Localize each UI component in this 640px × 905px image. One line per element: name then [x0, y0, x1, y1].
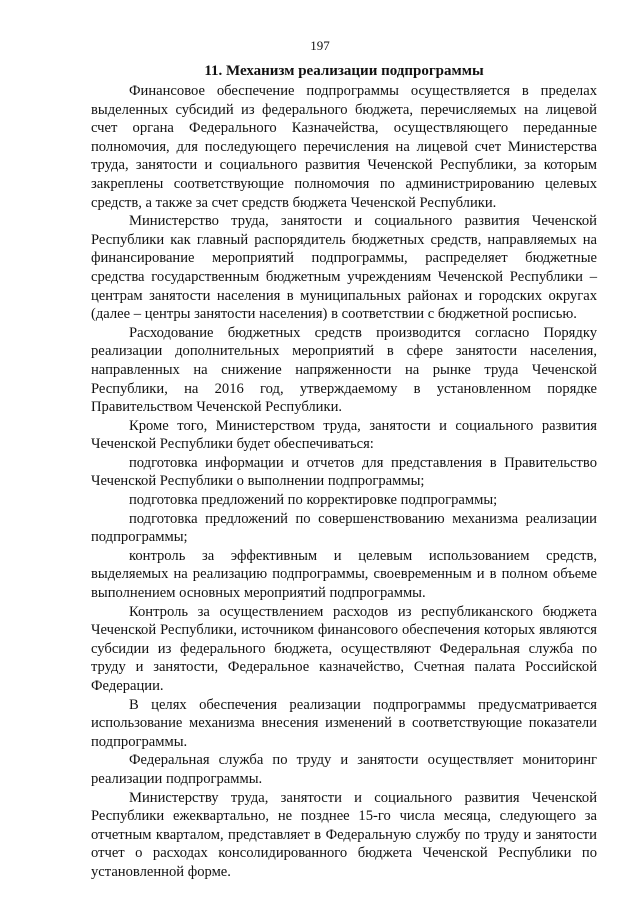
paragraph: Контроль за осуществлением расходов из республиканского бюджета Чеченской Республики, источником финансового обеспечения которых являются субсидии из федерального бюджета, осуществляют Федеральная служба по труду и занятости, Федеральное казначейство, Счетная палата Российской Федерации. — [91, 603, 597, 694]
list-item: подготовка информации и отчетов для представления в Правительство Чеченской Республики о выполнении подпрограммы; — [91, 454, 597, 490]
list-item: подготовка предложений по корректировке подпрограммы; — [129, 492, 498, 509]
paragraph: Министерству труда, занятости и социального развития Чеченской Республики ежеквартально, не позднее 15-го числа месяца, следующего за отчетным кварталом, представляет в Федеральную службу по труду и занятости отчет о расходах консолидированного бюджета Чеченской Республики по установленной форме. — [91, 789, 597, 880]
paragraph: Кроме того, Министерством труда, занятости и социального развития Чеченской Республики будет обеспечиваться: — [91, 417, 597, 453]
paragraph: Федеральная служба по труду и занятости осуществляет мониторинг реализации подпрограммы. — [91, 752, 597, 787]
list-item: подготовка предложений по совершенствованию механизма реализации подпрограммы; — [91, 510, 597, 546]
paragraph: Министерство труда, занятости и социального развития Чеченской Республики как главный распорядитель бюджетных средств, направляемых на финансирование мероприятий подпрограммы, распределяет бюджетные средства государственным бюджетным учреждениям Чеченской Республики – центрам занятости населения в муниципальных районах и городских округах (далее – центры занятости населения) в соответствии с бюджетной росписью. — [91, 213, 597, 323]
section-heading: 11. Механизм реализации подпрограммы — [204, 63, 484, 79]
page-number: 197 — [310, 38, 330, 53]
list-item: контроль за эффективным и целевым использованием средств, выделяемых на реализацию подпрограммы, своевременным и в полном объеме выполнением основных мероприятий подпрограммы. — [91, 547, 597, 602]
paragraph: Расходование бюджетных средств производится согласно Порядку реализации дополнительных мероприятий в сфере занятости населения, направленных на снижение напряженности на рынке труда Чеченской Республики, на 2016 год, утверждаемому в установленном порядке Правительством Чеченской Республики. — [91, 324, 597, 416]
paragraph: Финансовое обеспечение подпрограммы осуществляется в пределах выделенных субсидий из федерального бюджета, перечисляемых на лицевой счет органа Федерального Казначейства, осуществляющего переданные полномочия, для последующего перечисления на лицевой счет Министерства труда, занятости и социального развития Чеченской Республики, за которым закреплены соответствующие полномочия по администрированию целевых средств, а также за счет средств бюджета Чеченской Республики. — [91, 83, 597, 211]
body-text — [91, 82, 597, 882]
paragraph: В целях обеспечения реализации подпрограммы предусматривается использование механизма внесения изменений в соответствующие показатели подпрограммы. — [91, 696, 597, 750]
